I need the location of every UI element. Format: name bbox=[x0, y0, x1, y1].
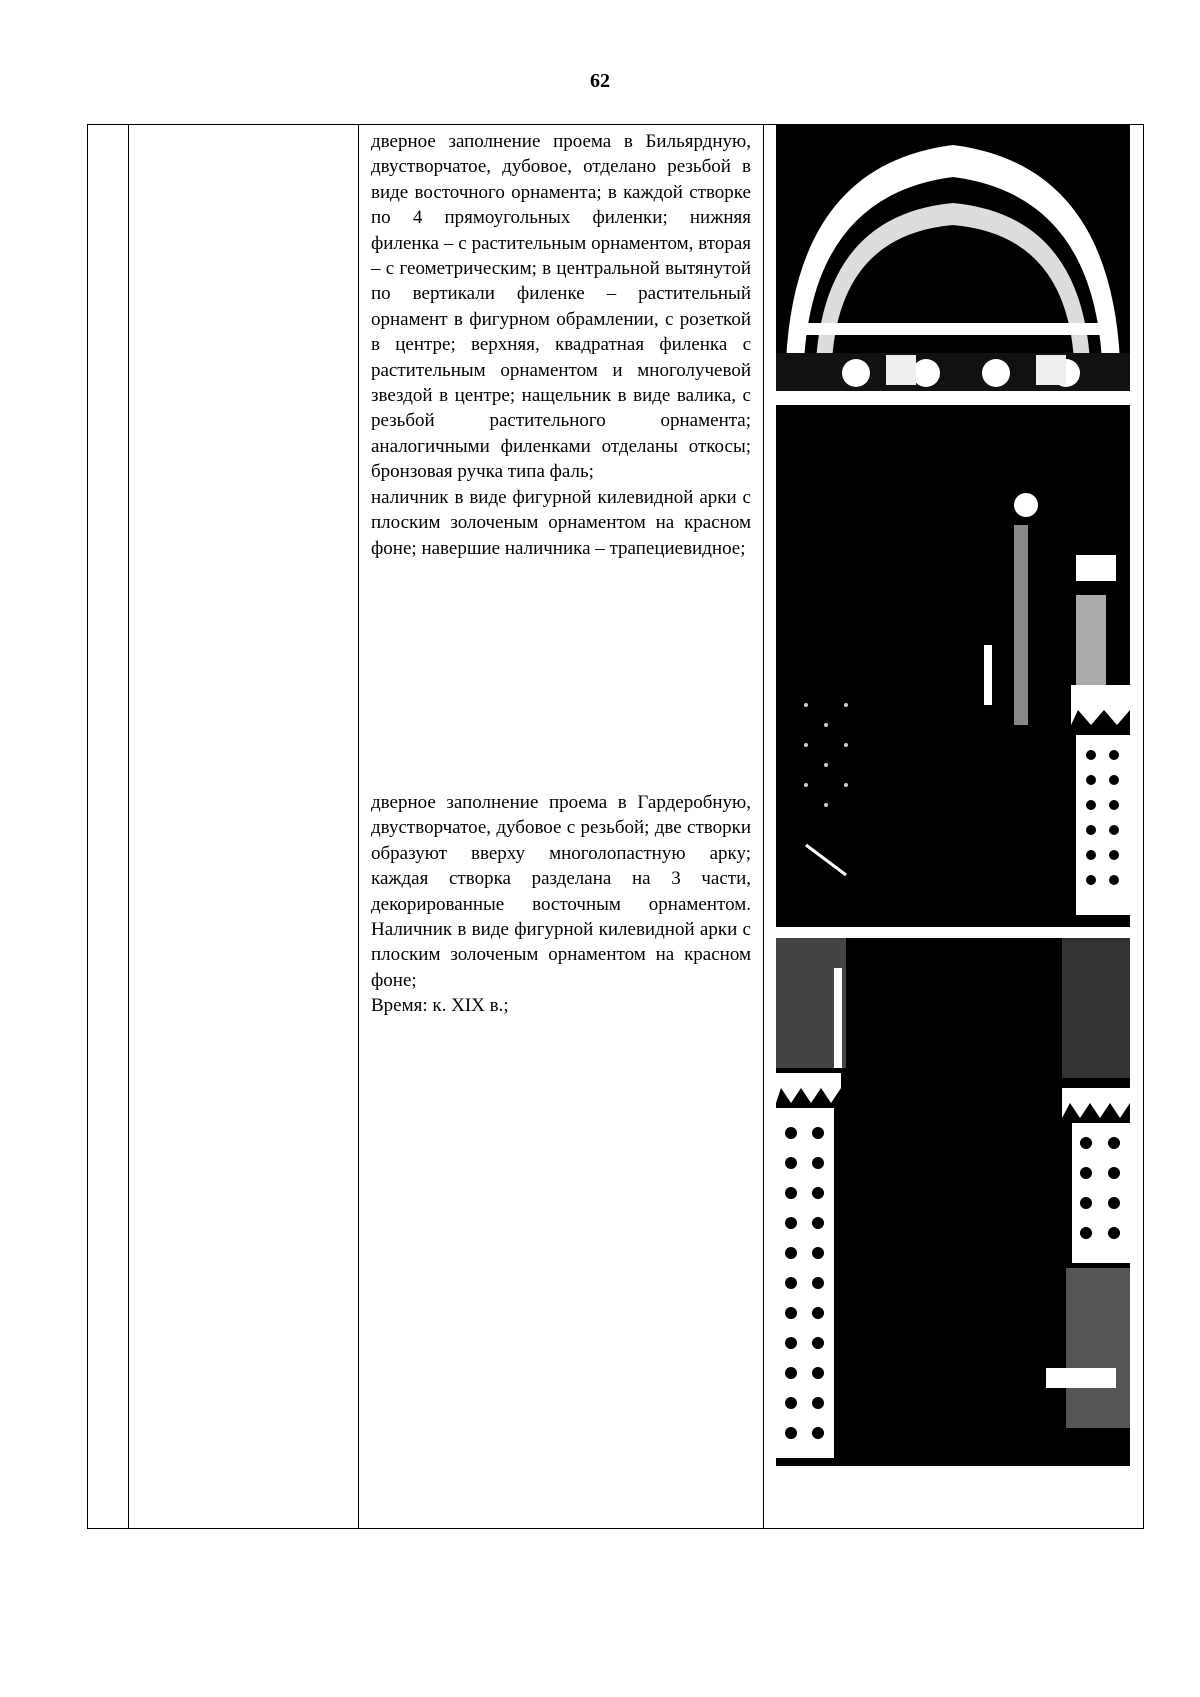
description-cell-lower bbox=[371, 790, 751, 1019]
wardrobe-door-photo bbox=[776, 938, 1130, 1466]
billiard-room-door-image bbox=[776, 405, 1130, 927]
description-cell-upper bbox=[371, 129, 751, 561]
arch-overdoor-photo bbox=[776, 125, 1130, 391]
description-paragraph-1: дверное заполнение проема в Бильярдную, двустворчатое, дубовое, отделано резьбой в виде восточного орнамента; в каждой створке по 4 прямоугольных филенки; нижняя филенка – с растительным орнаментом, вторая – с геометрическим; в центральной вытянутой по вертикали филенке – растительный орнамент в фигурном обрамлении, с розеткой в центре; верхняя, квадратная филенка с растительным орнаментом и многолучевой звездой в центре; нащельник в виде валика, с резьбой растительного орнамента; аналогичными филенками отделаны откосы; бронзовая ручка типа фаль; bbox=[371, 131, 751, 483]
column-divider-3 bbox=[763, 125, 764, 1528]
description-paragraph-2: наличник в виде фигурной килевидной арки с плоским золоченым орнаментом на красном фоне; навершие наличника – трапециевидное; bbox=[371, 486, 751, 559]
description-paragraph-4: Время: к. XIX в.; bbox=[371, 995, 509, 1017]
inventory-table bbox=[87, 124, 1144, 1529]
column-divider-2 bbox=[358, 125, 359, 1528]
arch-overdoor-image bbox=[776, 125, 1130, 391]
billiard-room-door-photo bbox=[776, 405, 1130, 927]
page-number: 62 bbox=[590, 70, 610, 92]
wardrobe-door-image bbox=[776, 938, 1130, 1466]
column-divider-1 bbox=[128, 125, 129, 1528]
description-paragraph-3: дверное заполнение проема в Гардеробную, двустворчатое, дубовое с резьбой; две створки образуют вверху многолопастную арку; каждая створка разделана на 3 части, декорированные восточным орнаментом. Наличник в виде фигурной килевидной арки с плоским золоченым орнаментом на красном фоне; bbox=[371, 792, 751, 991]
